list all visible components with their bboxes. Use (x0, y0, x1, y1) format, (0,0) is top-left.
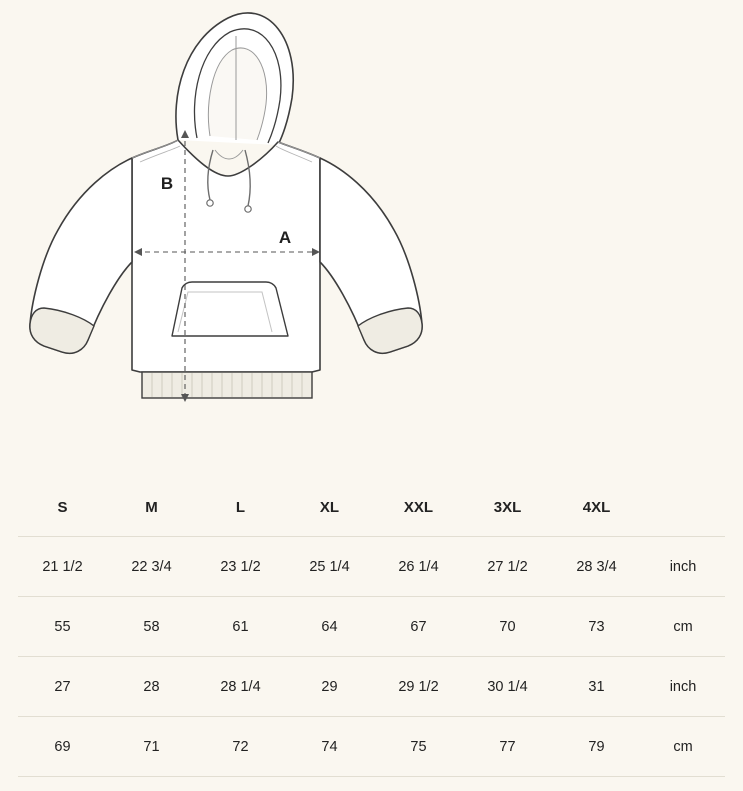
cell-value: 26 1/4 (398, 558, 439, 575)
cell-value: 77 (499, 738, 516, 755)
table-row (18, 537, 725, 597)
cell-value: 61 (232, 618, 249, 635)
cell-value: 67 (410, 618, 427, 635)
cell-value: 69 (54, 738, 71, 755)
column-header-xxl: XXL (403, 498, 434, 516)
cell-value: 72 (232, 738, 249, 755)
width-measure-label: A (278, 228, 292, 247)
cell-unit: cm (673, 738, 693, 755)
cell-value: 70 (499, 618, 516, 635)
cell-value: 22 3/4 (131, 558, 172, 575)
cell-value: 28 1/4 (220, 678, 261, 695)
length-measure-label: B (160, 174, 174, 193)
cell-value: 55 (54, 618, 71, 635)
cell-value: 64 (321, 618, 338, 635)
cell-value: 21 1/2 (42, 558, 83, 575)
column-header-unit (641, 478, 725, 537)
cell-value: 27 (54, 678, 71, 695)
column-header-s: S (57, 498, 68, 516)
cell-value: 29 1/2 (398, 678, 439, 695)
cell-value: 71 (143, 738, 160, 755)
cell-unit: cm (673, 618, 693, 635)
cell-unit: inch (669, 678, 697, 695)
table-header-row (18, 478, 725, 537)
table-row (18, 597, 725, 657)
cell-value: 29 (321, 678, 338, 695)
column-header-3xl: 3XL (493, 498, 522, 516)
cell-value: 30 1/4 (487, 678, 528, 695)
column-header-l: L (235, 498, 246, 516)
cell-value: 58 (143, 618, 160, 635)
table-row (18, 657, 725, 717)
column-header-xl: XL (319, 498, 340, 516)
cell-unit: inch (669, 558, 697, 575)
cell-value: 74 (321, 738, 338, 755)
cell-value: 27 1/2 (487, 558, 528, 575)
cell-value: 23 1/2 (220, 558, 261, 575)
cell-value: 73 (588, 618, 605, 635)
table-row (18, 717, 725, 777)
cell-value: 25 1/4 (309, 558, 350, 575)
cell-value: 28 (143, 678, 160, 695)
size-chart-table (18, 478, 725, 777)
column-header-m: M (145, 498, 158, 516)
cell-value: 79 (588, 738, 605, 755)
column-header-4xl: 4XL (582, 498, 611, 516)
cell-value: 28 3/4 (576, 558, 617, 575)
cell-value: 31 (588, 678, 605, 695)
cell-value: 75 (410, 738, 427, 755)
